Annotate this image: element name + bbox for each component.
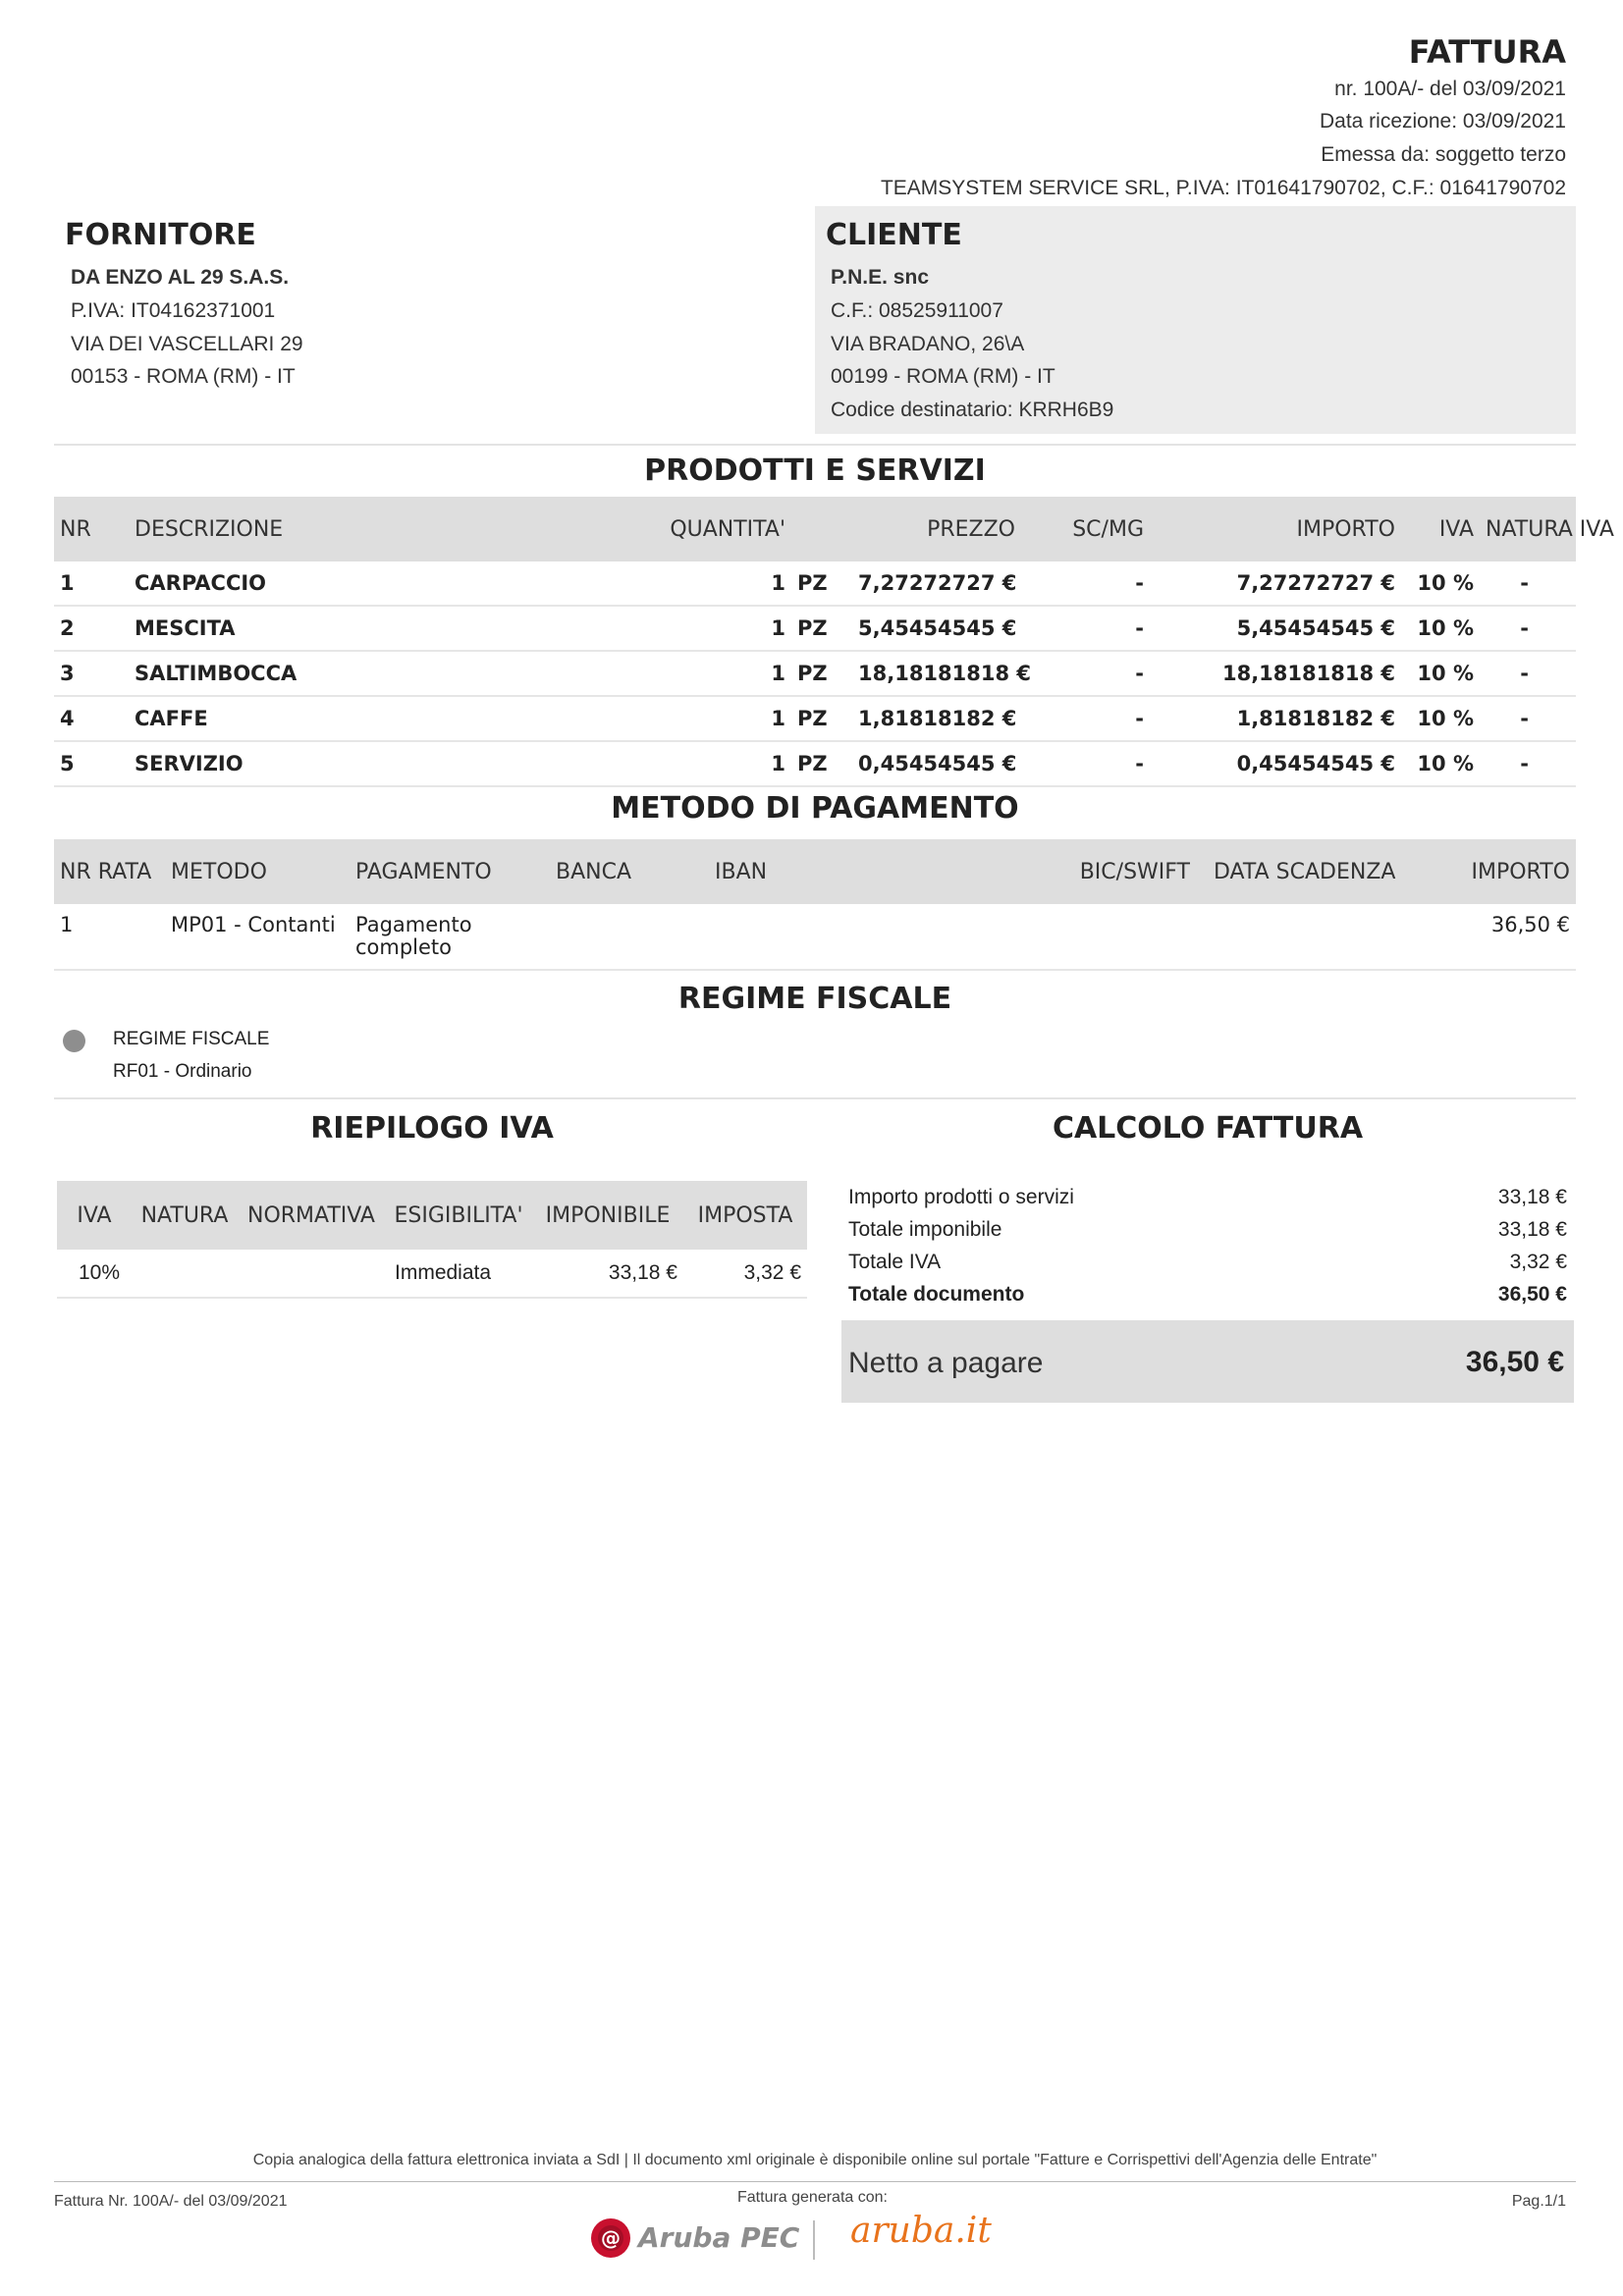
- net-payable-box: [841, 1320, 1574, 1403]
- row-discount: -: [1021, 651, 1173, 696]
- payment-header-row: [54, 839, 1576, 904]
- payment-row: [54, 904, 1576, 970]
- row-quantity: 1: [541, 561, 791, 606]
- bullet-icon: [63, 1030, 85, 1052]
- supplier-vat: P.IVA: IT04162371001: [71, 299, 276, 322]
- regime-label: REGIME FISCALE: [113, 1029, 270, 1049]
- issuer-info: TEAMSYSTEM SERVICE SRL, P.IVA: IT01641790702, C.F.: 01641790702: [880, 177, 1566, 199]
- row-unit: PZ: [791, 696, 852, 741]
- row-nr: 4: [54, 696, 129, 741]
- row-vat: 10 %: [1401, 606, 1480, 651]
- row-unit: PZ: [791, 561, 852, 606]
- vat-summary-header-row: [57, 1181, 807, 1250]
- row-nr: 2: [54, 606, 129, 651]
- row-price: 7,27272727 €: [852, 561, 1021, 606]
- supplier-city: 00153 - ROMA (RM) - IT: [71, 365, 296, 388]
- products-table: [54, 497, 1614, 787]
- col-vat-nature: NATURA IVA: [1480, 497, 1576, 561]
- col-discount: SC/MG: [1021, 497, 1173, 561]
- footer-page-number: Pag.1/1: [1511, 2193, 1566, 2210]
- col-nr: NR: [54, 497, 129, 561]
- payment-bic: [1060, 904, 1196, 970]
- received-date: Data ricezione: 03/09/2021: [1319, 110, 1566, 133]
- footer-note: Copia analogica della fattura elettronica inviata a SdI | Il documento xml originale è disponibile online sul portale "Fatture e Corrispettivi dell'Agenzia delle Entrate": [252, 2152, 1378, 2168]
- row-unit: PZ: [791, 741, 852, 786]
- row-nr: 1: [54, 561, 129, 606]
- row-price: 5,45454545 €: [852, 606, 1021, 651]
- wax-seal-icon: [589, 2216, 632, 2260]
- customer-heading: CLIENTE: [826, 218, 962, 252]
- row-vat-nature: -: [1480, 606, 1576, 651]
- col-quantity: QUANTITA': [541, 497, 791, 561]
- table-row: [54, 741, 1576, 786]
- calc-row-vat: [848, 1251, 1567, 1280]
- regime-heading: REGIME FISCALE: [677, 982, 952, 1016]
- document-title: FATTURA: [1408, 33, 1566, 71]
- payment-type-line2: completo: [355, 935, 453, 959]
- customer-tax-code: C.F.: 08525911007: [831, 299, 1003, 322]
- supplier-address: VIA DEI VASCELLARI 29: [71, 333, 303, 355]
- col-taxable: IMPONIBILE: [532, 1181, 683, 1250]
- divider: [54, 1097, 1576, 1099]
- col-iva: IVA: [57, 1181, 132, 1250]
- issued-by: Emessa da: soggetto terzo: [1321, 143, 1566, 166]
- payment-bank: [550, 904, 709, 970]
- col-unit: [791, 497, 852, 561]
- row-unit: PZ: [791, 606, 852, 651]
- payment-type-line1: Pagamento: [355, 913, 472, 936]
- calc-value: 3,32 €: [1509, 1251, 1567, 1273]
- net-payable-value: 36,50 €: [1465, 1346, 1564, 1378]
- calc-row-products: [848, 1186, 1567, 1215]
- col-payment-amount: IMPORTO: [1416, 839, 1576, 904]
- calc-label: Importo prodotti o servizi: [848, 1186, 1074, 1208]
- row-discount: -: [1021, 606, 1173, 651]
- col-tax: IMPOSTA: [683, 1181, 807, 1250]
- regime-value: RF01 - Ordinario: [113, 1061, 252, 1082]
- customer-city: 00199 - ROMA (RM) - IT: [831, 365, 1055, 388]
- col-description: DESCRIZIONE: [129, 497, 541, 561]
- col-amount: IMPORTO: [1173, 497, 1401, 561]
- products-heading: PRODOTTI E SERVIZI: [644, 454, 986, 488]
- calc-label: Totale imponibile: [848, 1218, 1002, 1241]
- calc-value: 33,18 €: [1497, 1186, 1567, 1208]
- col-nature: NATURA: [132, 1181, 238, 1250]
- payment-type: [350, 904, 550, 970]
- row-description: CARPACCIO: [129, 561, 541, 606]
- payment-table: [54, 839, 1576, 971]
- payment-heading: METODO DI PAGAMENTO: [611, 791, 1019, 826]
- row-quantity: 1: [541, 741, 791, 786]
- row-description: SALTIMBOCCA: [129, 651, 541, 696]
- row-discount: -: [1021, 561, 1173, 606]
- installment-nr: 1: [54, 904, 165, 970]
- col-exigibility: ESIGIBILITA': [385, 1181, 532, 1250]
- row-amount: 1,81818182 €: [1173, 696, 1401, 741]
- calculation-heading: CALCOLO FATTURA: [1052, 1111, 1364, 1146]
- col-price: PREZZO: [852, 497, 1021, 561]
- row-amount: 0,45454545 €: [1173, 741, 1401, 786]
- row-discount: -: [1021, 696, 1173, 741]
- col-vat: IVA: [1401, 497, 1480, 561]
- row-vat: 10 %: [1401, 561, 1480, 606]
- row-vat: 10 %: [1401, 696, 1480, 741]
- calc-value: 36,50 €: [1497, 1283, 1567, 1306]
- calc-label: Totale documento: [848, 1283, 1025, 1306]
- row-nr: 5: [54, 741, 129, 786]
- vat-summary-table: [57, 1181, 807, 1299]
- col-norm: NORMATIVA: [238, 1181, 385, 1250]
- vat-rate: 10%: [57, 1250, 132, 1298]
- supplier-name: DA ENZO AL 29 S.A.S.: [71, 266, 290, 289]
- row-unit: PZ: [791, 651, 852, 696]
- row-quantity: 1: [541, 651, 791, 696]
- aruba-pec-logo: [589, 2214, 800, 2263]
- footer-generated-by: Fattura generata con:: [737, 2189, 888, 2206]
- table-row: [54, 696, 1576, 741]
- table-row: [54, 651, 1576, 696]
- vat-summary-heading: RIEPILOGO IVA: [310, 1111, 554, 1146]
- row-nr: 3: [54, 651, 129, 696]
- row-vat-nature: -: [1480, 651, 1576, 696]
- row-amount: 7,27272727 €: [1173, 561, 1401, 606]
- customer-recipient-code: Codice destinatario: KRRH6B9: [831, 399, 1114, 421]
- vat-taxable: 33,18 €: [532, 1250, 683, 1298]
- calc-row-total: [848, 1283, 1567, 1312]
- col-installment: NR RATA: [54, 839, 165, 904]
- row-description: MESCITA: [129, 606, 541, 651]
- customer-name: P.N.E. snc: [831, 266, 929, 289]
- payment-due-date: [1196, 904, 1416, 970]
- row-quantity: 1: [541, 606, 791, 651]
- table-row: [54, 561, 1576, 606]
- col-bic: BIC/SWIFT: [1060, 839, 1196, 904]
- products-header-row: [54, 497, 1576, 561]
- row-vat: 10 %: [1401, 741, 1480, 786]
- row-vat-nature: -: [1480, 696, 1576, 741]
- row-discount: -: [1021, 741, 1173, 786]
- table-row: [54, 606, 1576, 651]
- calc-row-taxable: [848, 1218, 1567, 1248]
- svg-text:@: @: [601, 2226, 621, 2250]
- col-due-date: DATA SCADENZA: [1196, 839, 1416, 904]
- row-vat-nature: -: [1480, 741, 1576, 786]
- footer-divider: [54, 2181, 1576, 2182]
- row-quantity: 1: [541, 696, 791, 741]
- col-payment: PAGAMENTO: [350, 839, 550, 904]
- row-price: 1,81818182 €: [852, 696, 1021, 741]
- payment-method: MP01 - Contanti: [165, 904, 350, 970]
- aruba-it-logo: aruba.it: [850, 2211, 992, 2251]
- vat-tax: 3,32 €: [683, 1250, 807, 1298]
- row-amount: 5,45454545 €: [1173, 606, 1401, 651]
- row-amount: 18,18181818 €: [1173, 651, 1401, 696]
- footer-invoice-ref: Fattura Nr. 100A/- del 03/09/2021: [54, 2193, 288, 2210]
- divider: [54, 444, 1576, 446]
- col-bank: BANCA: [550, 839, 709, 904]
- payment-iban: [709, 904, 1060, 970]
- col-method: METODO: [165, 839, 350, 904]
- row-price: 0,45454545 €: [852, 741, 1021, 786]
- calc-value: 33,18 €: [1497, 1218, 1567, 1241]
- vat-nature: [132, 1250, 238, 1298]
- net-payable-label: Netto a pagare: [848, 1347, 1044, 1379]
- row-vat-nature: -: [1480, 561, 1576, 606]
- vat-norm: [238, 1250, 385, 1298]
- col-iban: IBAN: [709, 839, 1060, 904]
- aruba-pec-wordmark: Aruba PEC: [638, 2221, 800, 2254]
- vat-exigibility: Immediata: [385, 1250, 532, 1298]
- payment-amount: 36,50 €: [1416, 904, 1576, 970]
- row-price: 18,18181818 €: [852, 651, 1021, 696]
- invoice-number: nr. 100A/- del 03/09/2021: [1334, 78, 1566, 100]
- logo-divider: [813, 2220, 815, 2260]
- row-vat: 10 %: [1401, 651, 1480, 696]
- customer-address: VIA BRADANO, 26\A: [831, 333, 1025, 355]
- row-description: CAFFE: [129, 696, 541, 741]
- calc-label: Totale IVA: [848, 1251, 942, 1273]
- vat-summary-row: [57, 1250, 807, 1298]
- row-description: SERVIZIO: [129, 741, 541, 786]
- supplier-heading: FORNITORE: [65, 218, 256, 252]
